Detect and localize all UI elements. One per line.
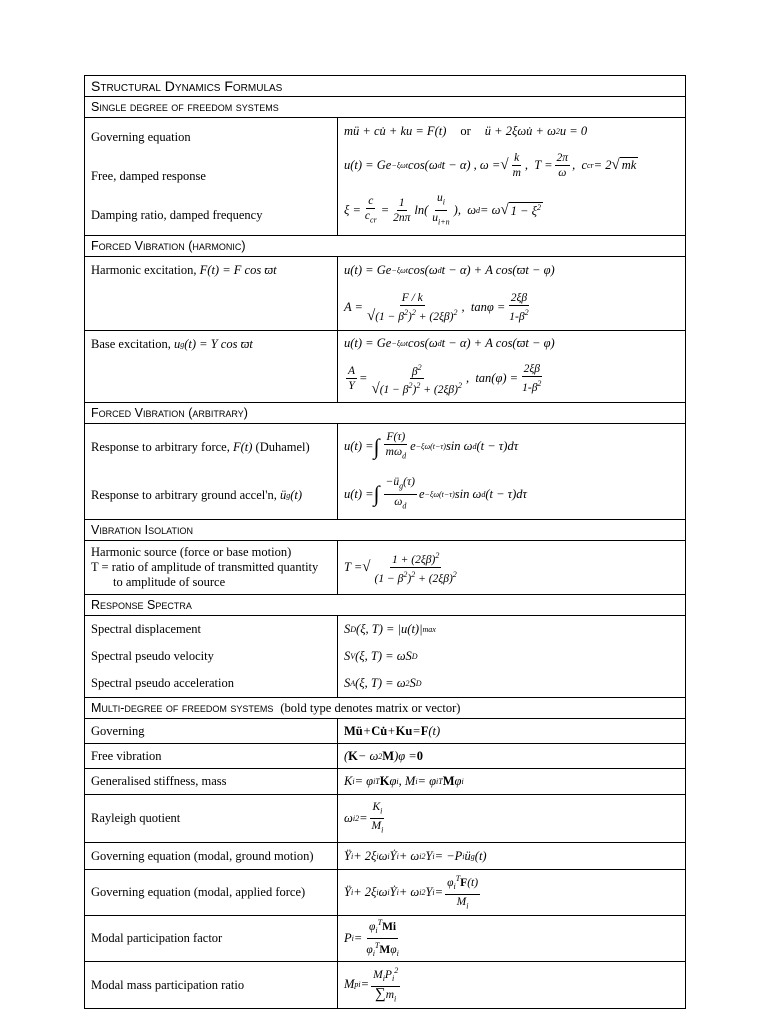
spectra-row bbox=[85, 616, 685, 698]
modal-force-row bbox=[85, 870, 685, 916]
section-spectra: Response Spectra bbox=[85, 595, 685, 616]
eq-free-vibration: ( K − ω 2 M )φ = 0 bbox=[344, 748, 423, 763]
label-spec-acc: Spectral pseudo acceleration bbox=[91, 676, 234, 690]
eq-spec-vel: S V (ξ, T) = ωS D bbox=[344, 649, 418, 663]
mdof-governing-row bbox=[85, 719, 685, 744]
label-iso-3: to amplitude of source bbox=[113, 575, 226, 589]
base-excitation-row: Base excitation, u g (t) = Y cos ϖt u(t) = Ge −ξωt cos(ω d t − α) + A cos(ϖt − φ) $\frac{A}{Y}$ = $\frac{\beta^2}{√(1 - \beta^2)^2 + (2\xi\beta)^2}$ , tan(φ) = $\frac{2\xi\beta}{1-\beta^2}$ bbox=[85, 331, 685, 403]
eq-base-amplitude: $\frac{A}{Y}$ = $\frac{\beta^2}{√(1 - \beta^2)^2 + (2\xi\beta)^2}$ , tan(φ) = $\frac{2\xi\beta}{1-\beta^2}$ bbox=[348, 362, 542, 398]
section-harmonic: Forced Vibration (harmonic) bbox=[85, 236, 685, 257]
label-participation: Modal participation factor bbox=[91, 931, 223, 945]
eq-participation: P i = $\frac{\varphi_i^TMi}{\varphi_i^TM\varphi_i}$ bbox=[344, 918, 399, 959]
label-duhamel: (Duhamel) bbox=[255, 440, 310, 455]
free-vibration-row bbox=[85, 744, 685, 769]
label-arb-ground: Response to arbitrary ground accel'n, bbox=[91, 487, 277, 502]
eq-modal-force: Ÿ i + 2ξ i ω i Ẏ i + ω i 2 Y i = $\frac{\varphi_i^TF(t)}{M_i}$ bbox=[344, 873, 479, 911]
label-arb-force: Response to arbitrary force, bbox=[91, 440, 230, 455]
label-damping-ratio: Damping ratio, damped frequency bbox=[91, 208, 263, 222]
label-spec-vel: Spectral pseudo velocity bbox=[91, 649, 214, 663]
eq-duhamel-ground: u(t) = ∫ $\frac{-ü_g(\tau)}{\omega_d}$ e −ξω(t−τ) sin ω d (t − τ)dτ bbox=[344, 476, 528, 510]
label-free-damped: Free, damped response bbox=[91, 169, 206, 183]
sheet-title: Structural Dynamics Formulas bbox=[85, 76, 685, 97]
mass-ratio-row bbox=[85, 962, 685, 1008]
label-mass-ratio: Modal mass participation ratio bbox=[91, 977, 245, 992]
section-mdof-note: (bold type denotes matrix or vector) bbox=[280, 700, 461, 715]
eq-spec-acc: S A (ξ, T) = ω 2 S D bbox=[344, 676, 422, 690]
label-iso-2: T = ratio of amplitude of transmitted quantity bbox=[91, 560, 319, 574]
eq-spec-disp: S D (ξ, T) = |u(t)| max bbox=[344, 622, 436, 636]
eq-harmonic-response: u(t) = Ge −ξωt cos(ω d t − α) + A cos(ϖt − φ) bbox=[344, 263, 555, 278]
eq-governing: mü + cu̇ + ku = F(t) or ü + 2ξωu̇ + ω 2 u = 0 bbox=[344, 123, 588, 138]
section-mdof-title: Multi-degree of freedom systems bbox=[91, 701, 274, 715]
label-modal-ground: Governing equation (modal, ground motion) bbox=[91, 848, 314, 863]
section-mdof bbox=[85, 698, 685, 719]
isolation-row bbox=[85, 541, 685, 595]
eq-base-response: u(t) = Ge −ξωt cos(ω d t − α) + A cos(ϖt − φ) bbox=[344, 335, 555, 350]
label-gen-stiffness: Generalised stiffness, mass bbox=[91, 774, 227, 788]
eq-gen-stiffness: K i = φ i T K φ i , M i = φ i T M φ i bbox=[344, 774, 464, 788]
sdof-row bbox=[85, 118, 685, 236]
eq-harmonic-amplitude: A = $\frac{F / k}{√(1 - \beta^2)^2 + (2\xi\beta)^2}$ , tanφ = $\frac{2\xi\beta}{1-\beta^2}$ bbox=[344, 291, 529, 324]
modal-ground-row bbox=[85, 843, 685, 870]
eq-free-damped: u(t) = Ge −ξωt cos(ω d t − α) , ω = √ $\frac{k}{m}$ , T = $\frac{2\pi}{\omega}$ , c cr = 2 √ mk bbox=[344, 151, 637, 179]
eq-transmissibility: T = √ $\frac{1 + (2\xi\beta)^2}{(1 - \beta^2)^2 + (2\xi\beta)^2}$ bbox=[344, 551, 457, 585]
label-iso-1: Harmonic source (force or base motion) bbox=[91, 545, 292, 559]
arbitrary-row: Response to arbitrary force, F(t) (Duhamel) Response to arbitrary ground accel'n, ü g (t) u(t) = ∫ $\frac{F(\tau)}{m\omega_d}$ e −ξω(t−τ) sin ω d (t − τ)dτ u(t) = ∫ $\frac{-ü_g(\tau)}{\omega_d}$ e −ξω(t−τ) sin ω d (t − τ)dτ bbox=[85, 424, 685, 520]
label-modal-force: Governing equation (modal, applied force) bbox=[91, 885, 306, 899]
eq-mdof-governing: Mü + Cu̇ + Ku = F (t) bbox=[344, 723, 441, 738]
participation-row bbox=[85, 916, 685, 962]
formula-sheet bbox=[84, 75, 686, 1009]
eq-rayleigh: ω i 2 = $\frac{K_i}{M_i}$ bbox=[344, 800, 384, 835]
eq-duhamel-force: u(t) = ∫ $\frac{F(\tau)}{m\omega_d}$ e −ξω(t−τ) sin ω d (t − τ)dτ bbox=[344, 431, 519, 461]
harmonic-excitation-row: Harmonic excitation, F(t) = F cos ϖt u(t) = Ge −ξωt cos(ω d t − α) + A cos(ϖt − φ) A = $\frac{F / k}{√(1 - \beta^2)^2 + (2\xi\beta)^2}$ , tanφ = $\frac{2\xi\beta}{1-\beta^2}$ bbox=[85, 257, 685, 331]
section-arbitrary: Forced Vibration (arbitrary) bbox=[85, 403, 685, 424]
gen-stiffness-row bbox=[85, 769, 685, 795]
label-free-vibration: Free vibration bbox=[91, 748, 162, 763]
label-governing: Governing bbox=[91, 723, 145, 738]
label-harmonic-excitation: Harmonic excitation, bbox=[91, 263, 197, 277]
label-base-excitation: Base excitation, bbox=[91, 337, 171, 351]
label-governing-equation: Governing equation bbox=[91, 130, 191, 144]
section-sdof: Single degree of freedom systems bbox=[85, 97, 685, 118]
eq-damping-ratio: ξ = $\frac{c}{c_{cr}}$ = $\frac{1}{2n\pi}$ ln( $\frac{u_i}{u_{i+n}}$ ), ω d = ω √ $1 - \xi^2$ bbox=[344, 192, 541, 227]
section-isolation: Vibration Isolation bbox=[85, 520, 685, 541]
label-spec-disp: Spectral displacement bbox=[91, 622, 202, 636]
eq-modal-ground: Ÿ i + 2ξ i ω i Ẏ i + ω i 2 Y i = −P i ü g (t) bbox=[344, 848, 487, 863]
label-rayleigh: Rayleigh quotient bbox=[91, 811, 181, 825]
eq-mass-ratio: M pi = $\frac{M_iP_i^2}{\sum m_i}$ bbox=[344, 965, 399, 1004]
rayleigh-row bbox=[85, 795, 685, 843]
